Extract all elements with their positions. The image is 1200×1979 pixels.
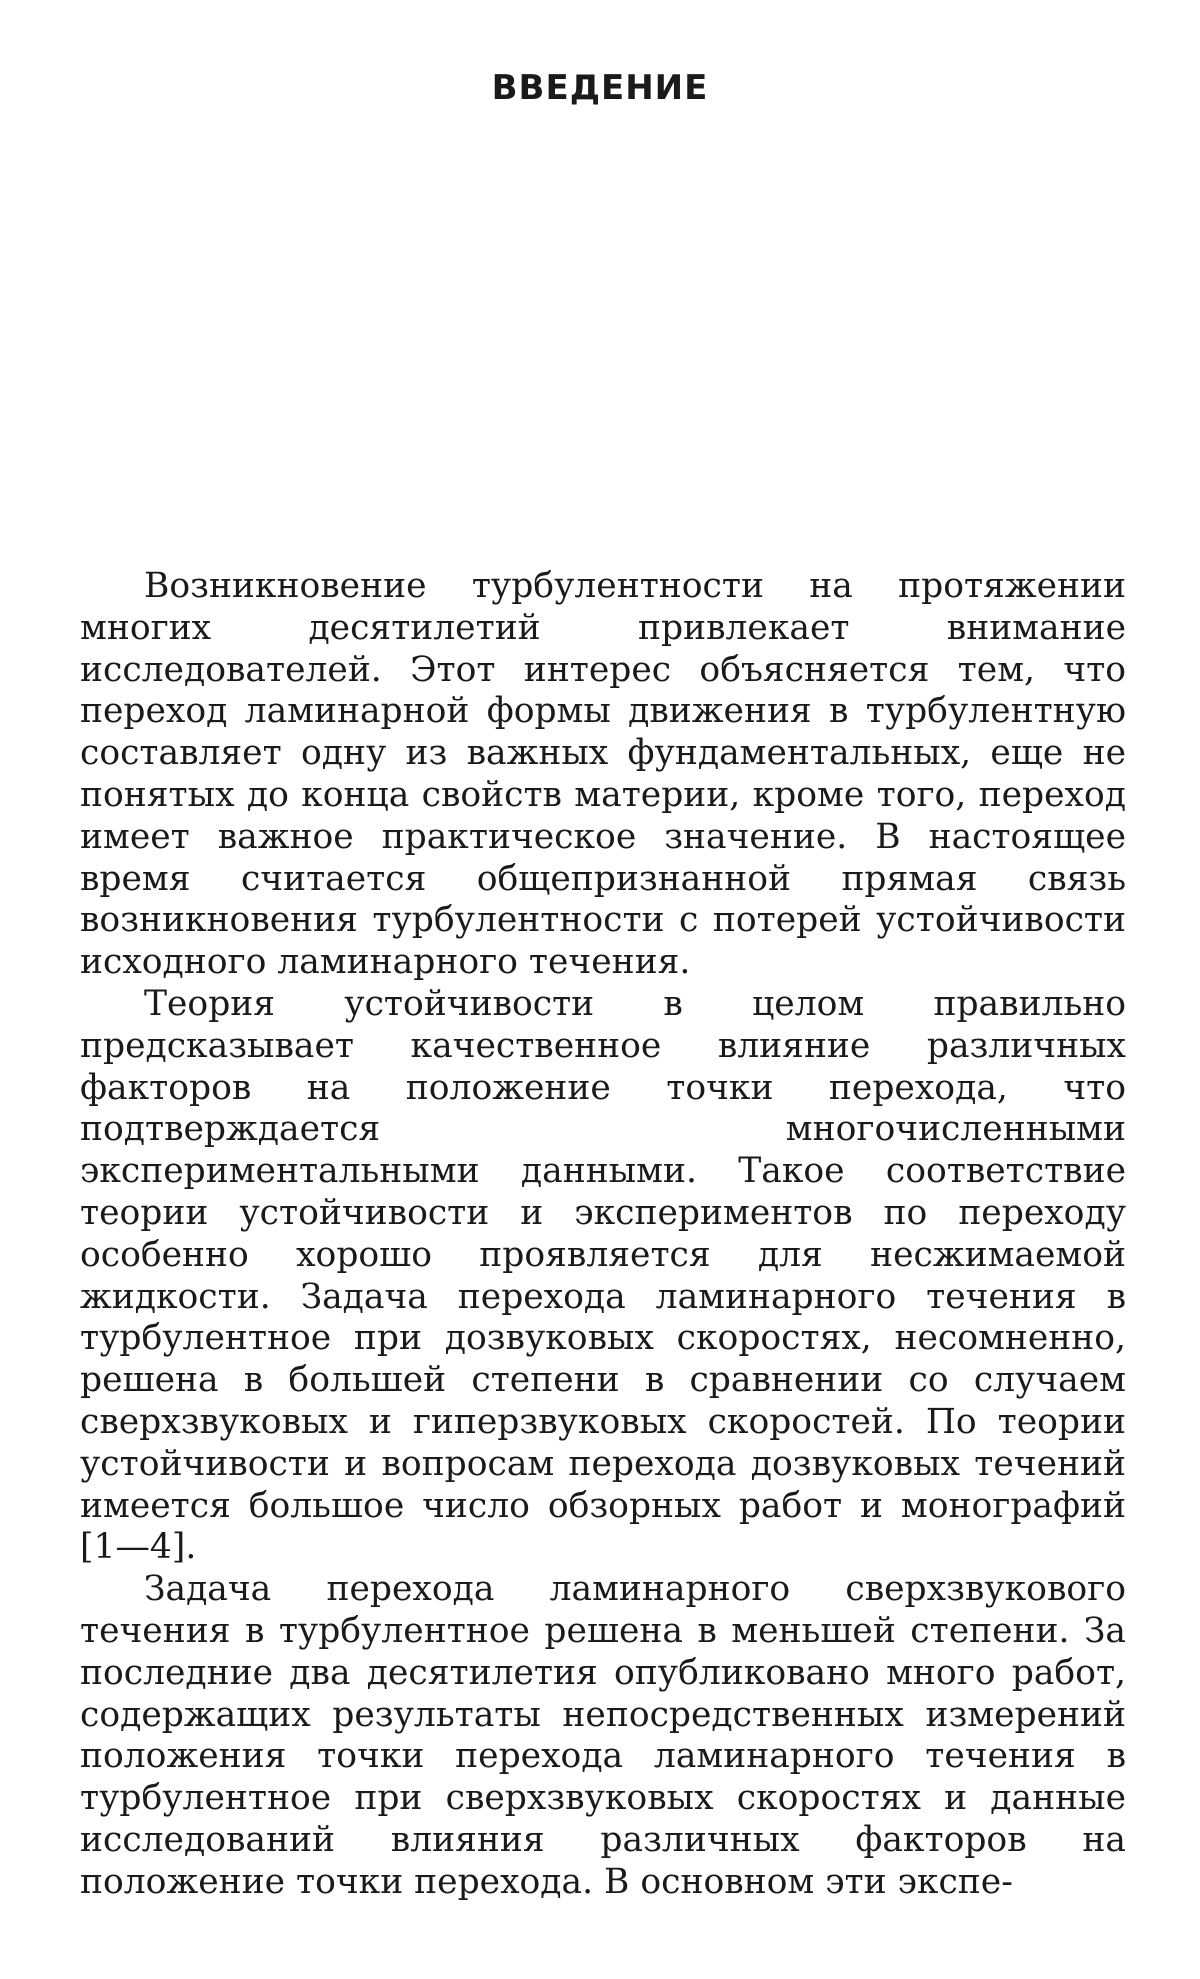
page-title: ВВЕДЕНИЕ: [491, 68, 709, 108]
body-text: [80, 566, 1126, 1904]
paragraph-3: Задача перехода ламинарного сверхзвукового течения в турбулентное решена в меньшей степени. За последние два десятилетия опубликовано много работ, содержащих результаты непосредственных измерений положения точки перехода ламинарного течения в турбулентное при сверхзвуковых скоростях и данные исследований влияния различных факторов на положение точки перехода. В основном эти экспе-: [80, 1569, 1126, 1902]
paragraph-1: Возникновение турбулентности на протяжении многих десятилетий привлекает внимание исследователей. Этот интерес объясняется тем, что переход ламинарной формы движения в турбулентную составляет одну из важных фундаментальных, еще не понятых до конца свойств материи, кроме того, переход имеет важное практическое значение. В настоящее время считается общепризнанной прямая связь возникновения турбулентности с потерей устойчивости исходного ламинарного течения.: [80, 566, 1126, 983]
paragraph-2: Теория устойчивости в целом правильно предсказывает качественное влияние различных факторов на положение точки перехода, что подтверждается многочисленными экспериментальными данными. Такое соответствие теории устойчивости и экспериментов по переходу особенно хорошо проявляется для несжимаемой жидкости. Задача перехода ламинарного течения в турбулентное при дозвуковых скоростях, несомненно, решена в большей степени в сравнении со случаем сверхзвуковых и гиперзвуковых скоростей. По теории устойчивости и вопросам перехода дозвуковых течений имеется большое число обзорных работ и монографий [1—4].: [80, 983, 1126, 1568]
